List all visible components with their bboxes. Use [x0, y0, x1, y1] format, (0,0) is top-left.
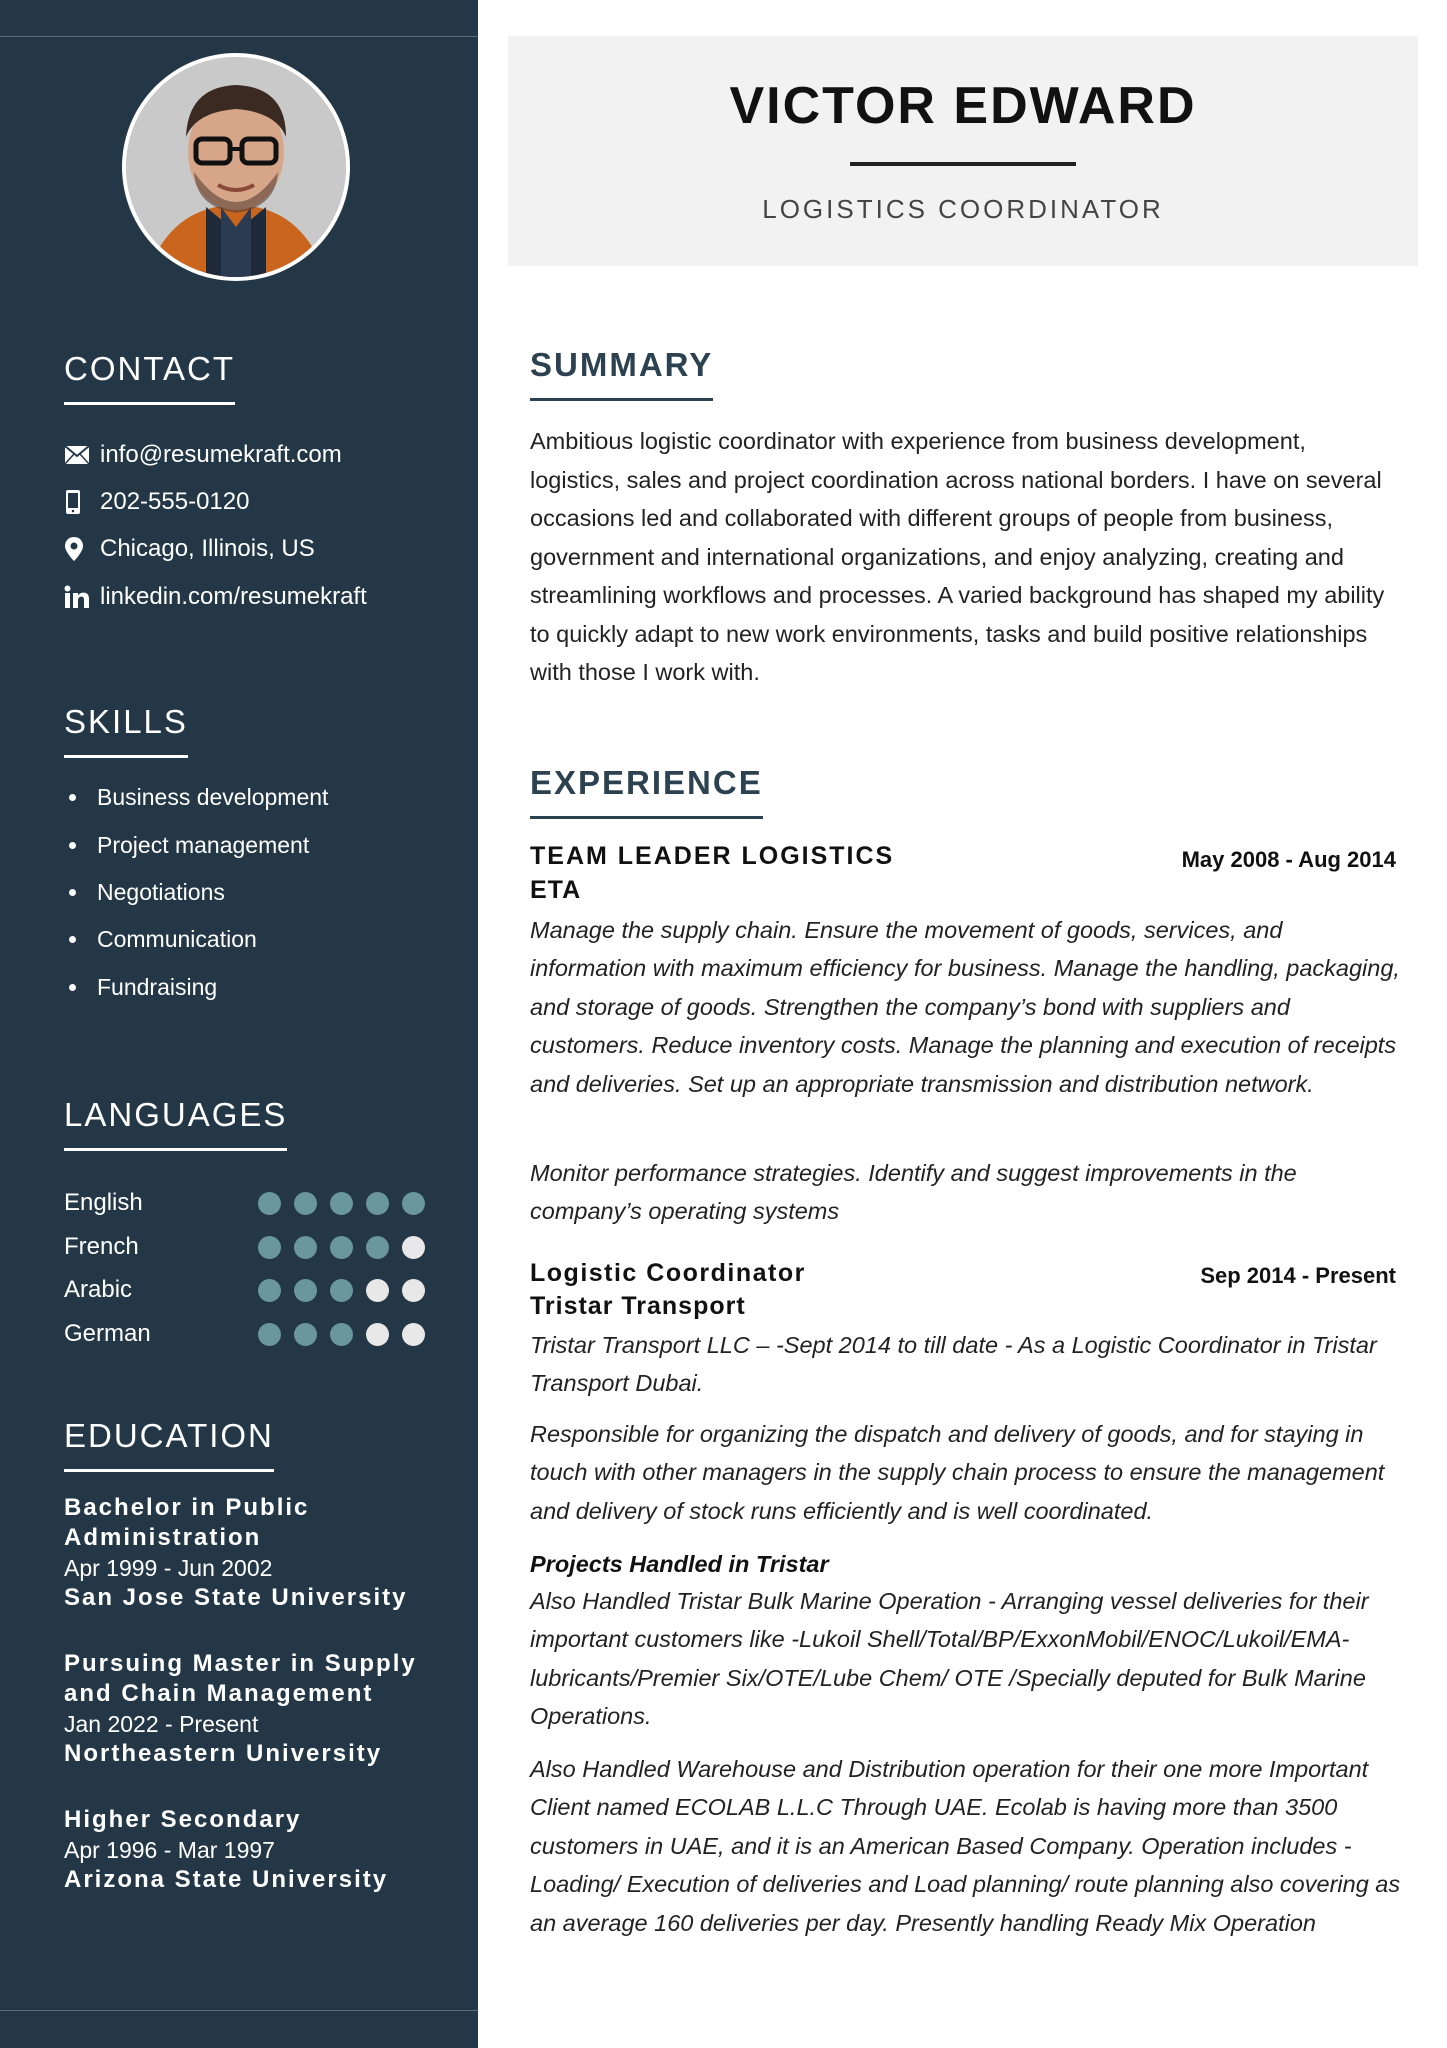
skill-item: Fundraising: [64, 972, 217, 1002]
job-dates: May 2008 - Aug 2014: [1181, 847, 1396, 872]
resume-header: [508, 36, 1418, 266]
job-company: ETA: [530, 876, 582, 904]
candidate-name: VICTOR EDWARD: [729, 77, 1197, 135]
level-dot-filled: [258, 1323, 281, 1346]
language-level-dots: [258, 1323, 425, 1346]
level-dot-filled: [366, 1192, 389, 1215]
skill-item: Business development: [64, 782, 328, 812]
education-dates: Apr 1996 - Mar 1997: [64, 1837, 275, 1863]
level-dot-filled: [330, 1236, 353, 1259]
language-name: German: [64, 1320, 151, 1347]
candidate-role: LOGISTICS COORDINATOR: [762, 194, 1164, 224]
languages-heading: LANGUAGES: [64, 1096, 287, 1151]
level-dot-filled: [330, 1323, 353, 1346]
contact-phone[interactable]: [64, 487, 249, 517]
education-degree: and Chain Management: [64, 1680, 374, 1707]
job-description: Responsible for organizing the dispatch and delivery of goods, and for staying in touch with other managers in the supply chain process to ensure the management and delivery of stock runs efficiently and is well coordinated.: [530, 1421, 1385, 1524]
sidebar-top-rule: [0, 36, 478, 37]
level-dot-filled: [330, 1279, 353, 1302]
level-dot-filled: [294, 1192, 317, 1215]
education-school: Arizona State University: [64, 1866, 389, 1893]
education-school: San Jose State University: [64, 1584, 408, 1611]
sidebar-bottom-rule: [0, 2010, 478, 2011]
location-icon: [64, 536, 100, 562]
job-description: Monitor performance strategies. Identify and suggest improvements in the company’s operating systems: [530, 1160, 1297, 1225]
profile-photo: [122, 53, 350, 281]
language-name: French: [64, 1233, 139, 1260]
contact-email[interactable]: [64, 440, 342, 470]
job-title: TEAM LEADER LOGISTICS: [530, 842, 895, 870]
contact-location: [64, 534, 315, 564]
language-row: [64, 1232, 444, 1262]
language-row: [64, 1275, 444, 1305]
level-dot-empty: [402, 1236, 425, 1259]
job-dates: Sep 2014 - Present: [1200, 1263, 1396, 1288]
contact-linkedin-text: linkedin.com/resumekraft: [100, 583, 367, 610]
level-dot-filled: [258, 1192, 281, 1215]
job-title: Logistic Coordinator: [530, 1259, 806, 1287]
level-dot-filled: [294, 1323, 317, 1346]
language-level-dots: [258, 1279, 425, 1302]
education-heading: EDUCATION: [64, 1417, 274, 1472]
education-dates: Apr 1999 - Jun 2002: [64, 1555, 273, 1581]
projects-subheading: Projects Handled in Tristar: [530, 1551, 829, 1577]
level-dot-empty: [366, 1279, 389, 1302]
level-dot-filled: [330, 1192, 353, 1215]
language-row: [64, 1188, 444, 1218]
level-dot-filled: [294, 1279, 317, 1302]
level-dot-filled: [402, 1192, 425, 1215]
skills-section: [64, 703, 444, 1000]
contact-location-text: Chicago, Illinois, US: [100, 535, 315, 562]
skill-item: Project management: [64, 830, 309, 860]
contact-heading: CONTACT: [64, 350, 235, 405]
skill-item: Negotiations: [64, 877, 225, 907]
education-item: [64, 1493, 454, 1613]
education-school: Northeastern University: [64, 1740, 383, 1767]
level-dot-empty: [402, 1279, 425, 1302]
project-description: Also Handled Warehouse and Distribution operation for their one more Important Client named ECOLAB L.L.C Through UAE. Ecolab is having more than 3500 customers in UAE, and it is an American Based Company. Operation includes - Loading/ Execution of deliveries and Load planning/ route planning also covering as an average 160 deliveries per day. Presently handling Ready Mix Operation: [530, 1756, 1401, 1936]
job-company: Tristar Transport: [530, 1292, 746, 1320]
level-dot-empty: [366, 1323, 389, 1346]
linkedin-icon: [64, 585, 100, 609]
level-dot-filled: [294, 1236, 317, 1259]
project-description: Also Handled Tristar Bulk Marine Operation - Arranging vessel deliveries for their important customers like -Lukoil Shell/Total/BP/ExxonMobil/ENOC/Lukoil/EMA-lubricants/Premier Six/OTE/Lube Chem/ OTE /Specially deputed for Bulk Marine Operations.: [530, 1588, 1369, 1730]
level-dot-filled: [258, 1236, 281, 1259]
language-level-dots: [258, 1192, 425, 1215]
language-row: [64, 1319, 444, 1349]
education-section: [64, 1417, 444, 1893]
level-dot-filled: [258, 1279, 281, 1302]
job-description: Tristar Transport LLC – -Sept 2014 to till date - As a Logistic Coordinator in Tristar Transport Dubai.: [530, 1332, 1377, 1397]
phone-icon: [64, 489, 100, 515]
skill-item: Communication: [64, 924, 257, 954]
job-description: Manage the supply chain. Ensure the movement of goods, services, and information with maximum efficiency for business. Manage the handling, packaging, and storage of goods. Strengthen the company’s bond with suppliers and customers. Reduce inventory costs. Manage the planning and execution of receipts and deliveries. Set up an appropriate transmission and distribution network.: [530, 917, 1400, 1097]
contact-section: [64, 350, 444, 610]
education-degree: Higher Secondary: [64, 1806, 302, 1833]
name-divider: [850, 162, 1076, 166]
experience-heading: EXPERIENCE: [530, 764, 763, 819]
summary-text: Ambitious logistic coordinator with experience from business development, logistics, sales and project coordination across national borders. I have on several occasions led and collaborated with different groups of people from business, government and international organizations, and enjoy analyzing, creating and streamlining workflows and processes. A varied background has shaped my ability to quickly adapt to new work environments, tasks and build positive relationships with those I work with.: [530, 428, 1385, 685]
education-degree: Administration: [64, 1524, 262, 1551]
education-item: [64, 1805, 454, 1895]
sidebar: [0, 0, 478, 2048]
language-name: English: [64, 1189, 143, 1216]
contact-phone-text: 202-555-0120: [100, 488, 250, 515]
education-degree: Pursuing Master in Supply: [64, 1650, 417, 1677]
portrait-illustration: [126, 57, 346, 277]
level-dot-empty: [402, 1323, 425, 1346]
education-item: [64, 1649, 454, 1769]
education-degree: Bachelor in Public: [64, 1494, 310, 1521]
contact-email-text: info@resumekraft.com: [100, 441, 342, 468]
language-name: Arabic: [64, 1276, 133, 1303]
summary-heading: SUMMARY: [530, 346, 713, 401]
contact-linkedin[interactable]: [64, 582, 367, 612]
email-icon: [64, 445, 100, 465]
language-level-dots: [258, 1236, 425, 1259]
education-dates: Jan 2022 - Present: [64, 1711, 259, 1737]
languages-section: [64, 1096, 444, 1347]
level-dot-filled: [366, 1236, 389, 1259]
skills-heading: SKILLS: [64, 703, 188, 758]
